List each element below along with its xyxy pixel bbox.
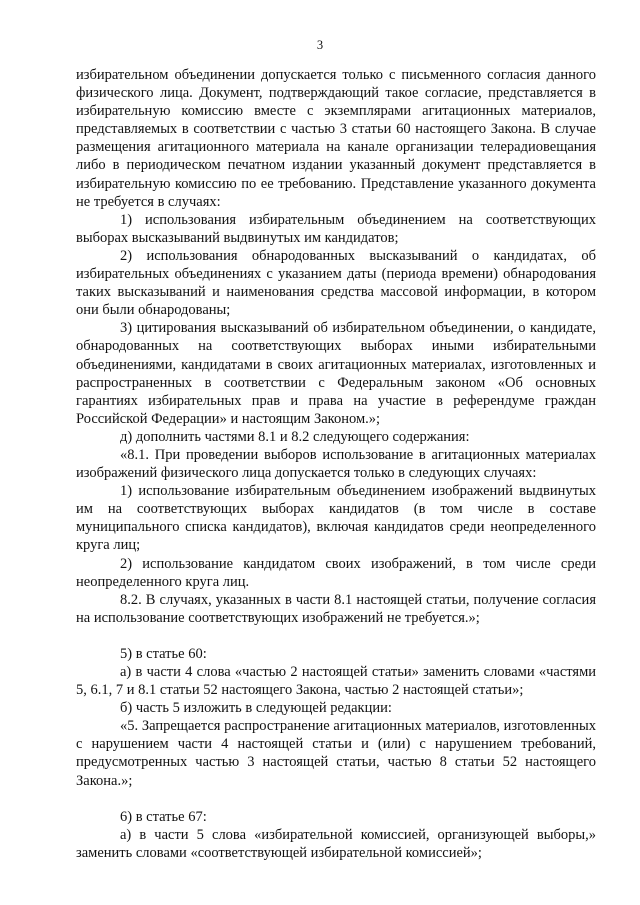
paragraph-gap [76, 790, 596, 808]
paragraph-amendment-d: д) дополнить частями 8.1 и 8.2 следующего содержания: [120, 428, 470, 445]
document-body [76, 66, 596, 862]
paragraph-part-8-2: 8.2. В случаях, указанных в части 8.1 настоящей статьи, получение согласия на использование соответствующих изображений не требуется.»; [76, 591, 596, 626]
paragraph-article-60-a: а) в части 4 слова «частью 2 настоящей статьи» заменить словами «частями 5, 6.1, 7 и 8.1 статьи 52 настоящего Закона, частью 2 настоящей статьи»; [76, 664, 596, 699]
paragraph-article-60: 5) в статье 60: [120, 645, 207, 662]
paragraph-gap [76, 627, 596, 645]
paragraph-part-8-1: «8.1. При проведении выборов использование в агитационных материалах изображений физического лица допускается только в следующих случаях: [76, 446, 596, 482]
paragraph-article-67: 6) в статье 67: [120, 808, 207, 825]
paragraph-item-1: 1) использования избирательным объединением на соответствующих выборах высказываний выдвинутых им кандидатов; [76, 211, 596, 246]
paragraph-article-67-a: а) в части 5 слова «избирательной комиссией, организующей выборы,» заменить словами «соответствующей избирательной комиссией»; [76, 826, 596, 861]
paragraph-part-5: «5. Запрещается распространение агитационных материалов, изготовленных с нарушением части 4 настоящей статьи и (или) с нарушением требований, предусмотренных частью 3 настоящей статьи, частью 8 статьи 52 настоящего Закона.»; [76, 718, 596, 789]
paragraph-8-1-item-1: 1) использование избирательным объединением изображений выдвинутых им на соответствующих выборах кандидатов (в том числе в составе муниципального списка кандидатов), включая кандидатов среди неопределенного круга лиц; [76, 483, 596, 554]
paragraph-article-60-b: б) часть 5 изложить в следующей редакции: [120, 700, 392, 717]
paragraph-8-1-item-2: 2) использование кандидатом своих изображений, в том числе среди неопределенного круга лиц. [76, 555, 596, 590]
page-number: 3 [316, 38, 324, 52]
paragraph-continuation: избирательном объединении допускается только с письменного согласия данного физического лица. Документ, подтверждающий такое согласие, представляется в избирательную комиссию вместе с экземплярами агитационных материалов, представляемых в соответствии с частью 3 статьи 60 настоящего Закона. В случае размещения агитационного материала на канале организации телерадиовещания либо в периодическом печатном издании указанный документ представляется в избирательную комиссию по ее требованию. Представление указанного документа не требуется в случаях: [76, 67, 596, 210]
paragraph-item-2: 2) использования обнародованных высказываний о кандидатах, об избирательных объединениях с указанием даты (периода времени) обнародования таких высказываний и наименования средства массовой информации, в котором они были обнародованы; [76, 247, 596, 319]
paragraph-item-3: 3) цитирования высказываний об избирательном объединении, о кандидате, обнародованных на соответствующих выборах иными избирательными объединениями, кандидатами в своих агитационных материалах, изготовленных и распространенных в соответствии с Федеральным законом «Об основных гарантиях избирательных прав и права на участие в референдуме граждан Российской Федерации» и настоящим Законом.»; [76, 320, 596, 427]
